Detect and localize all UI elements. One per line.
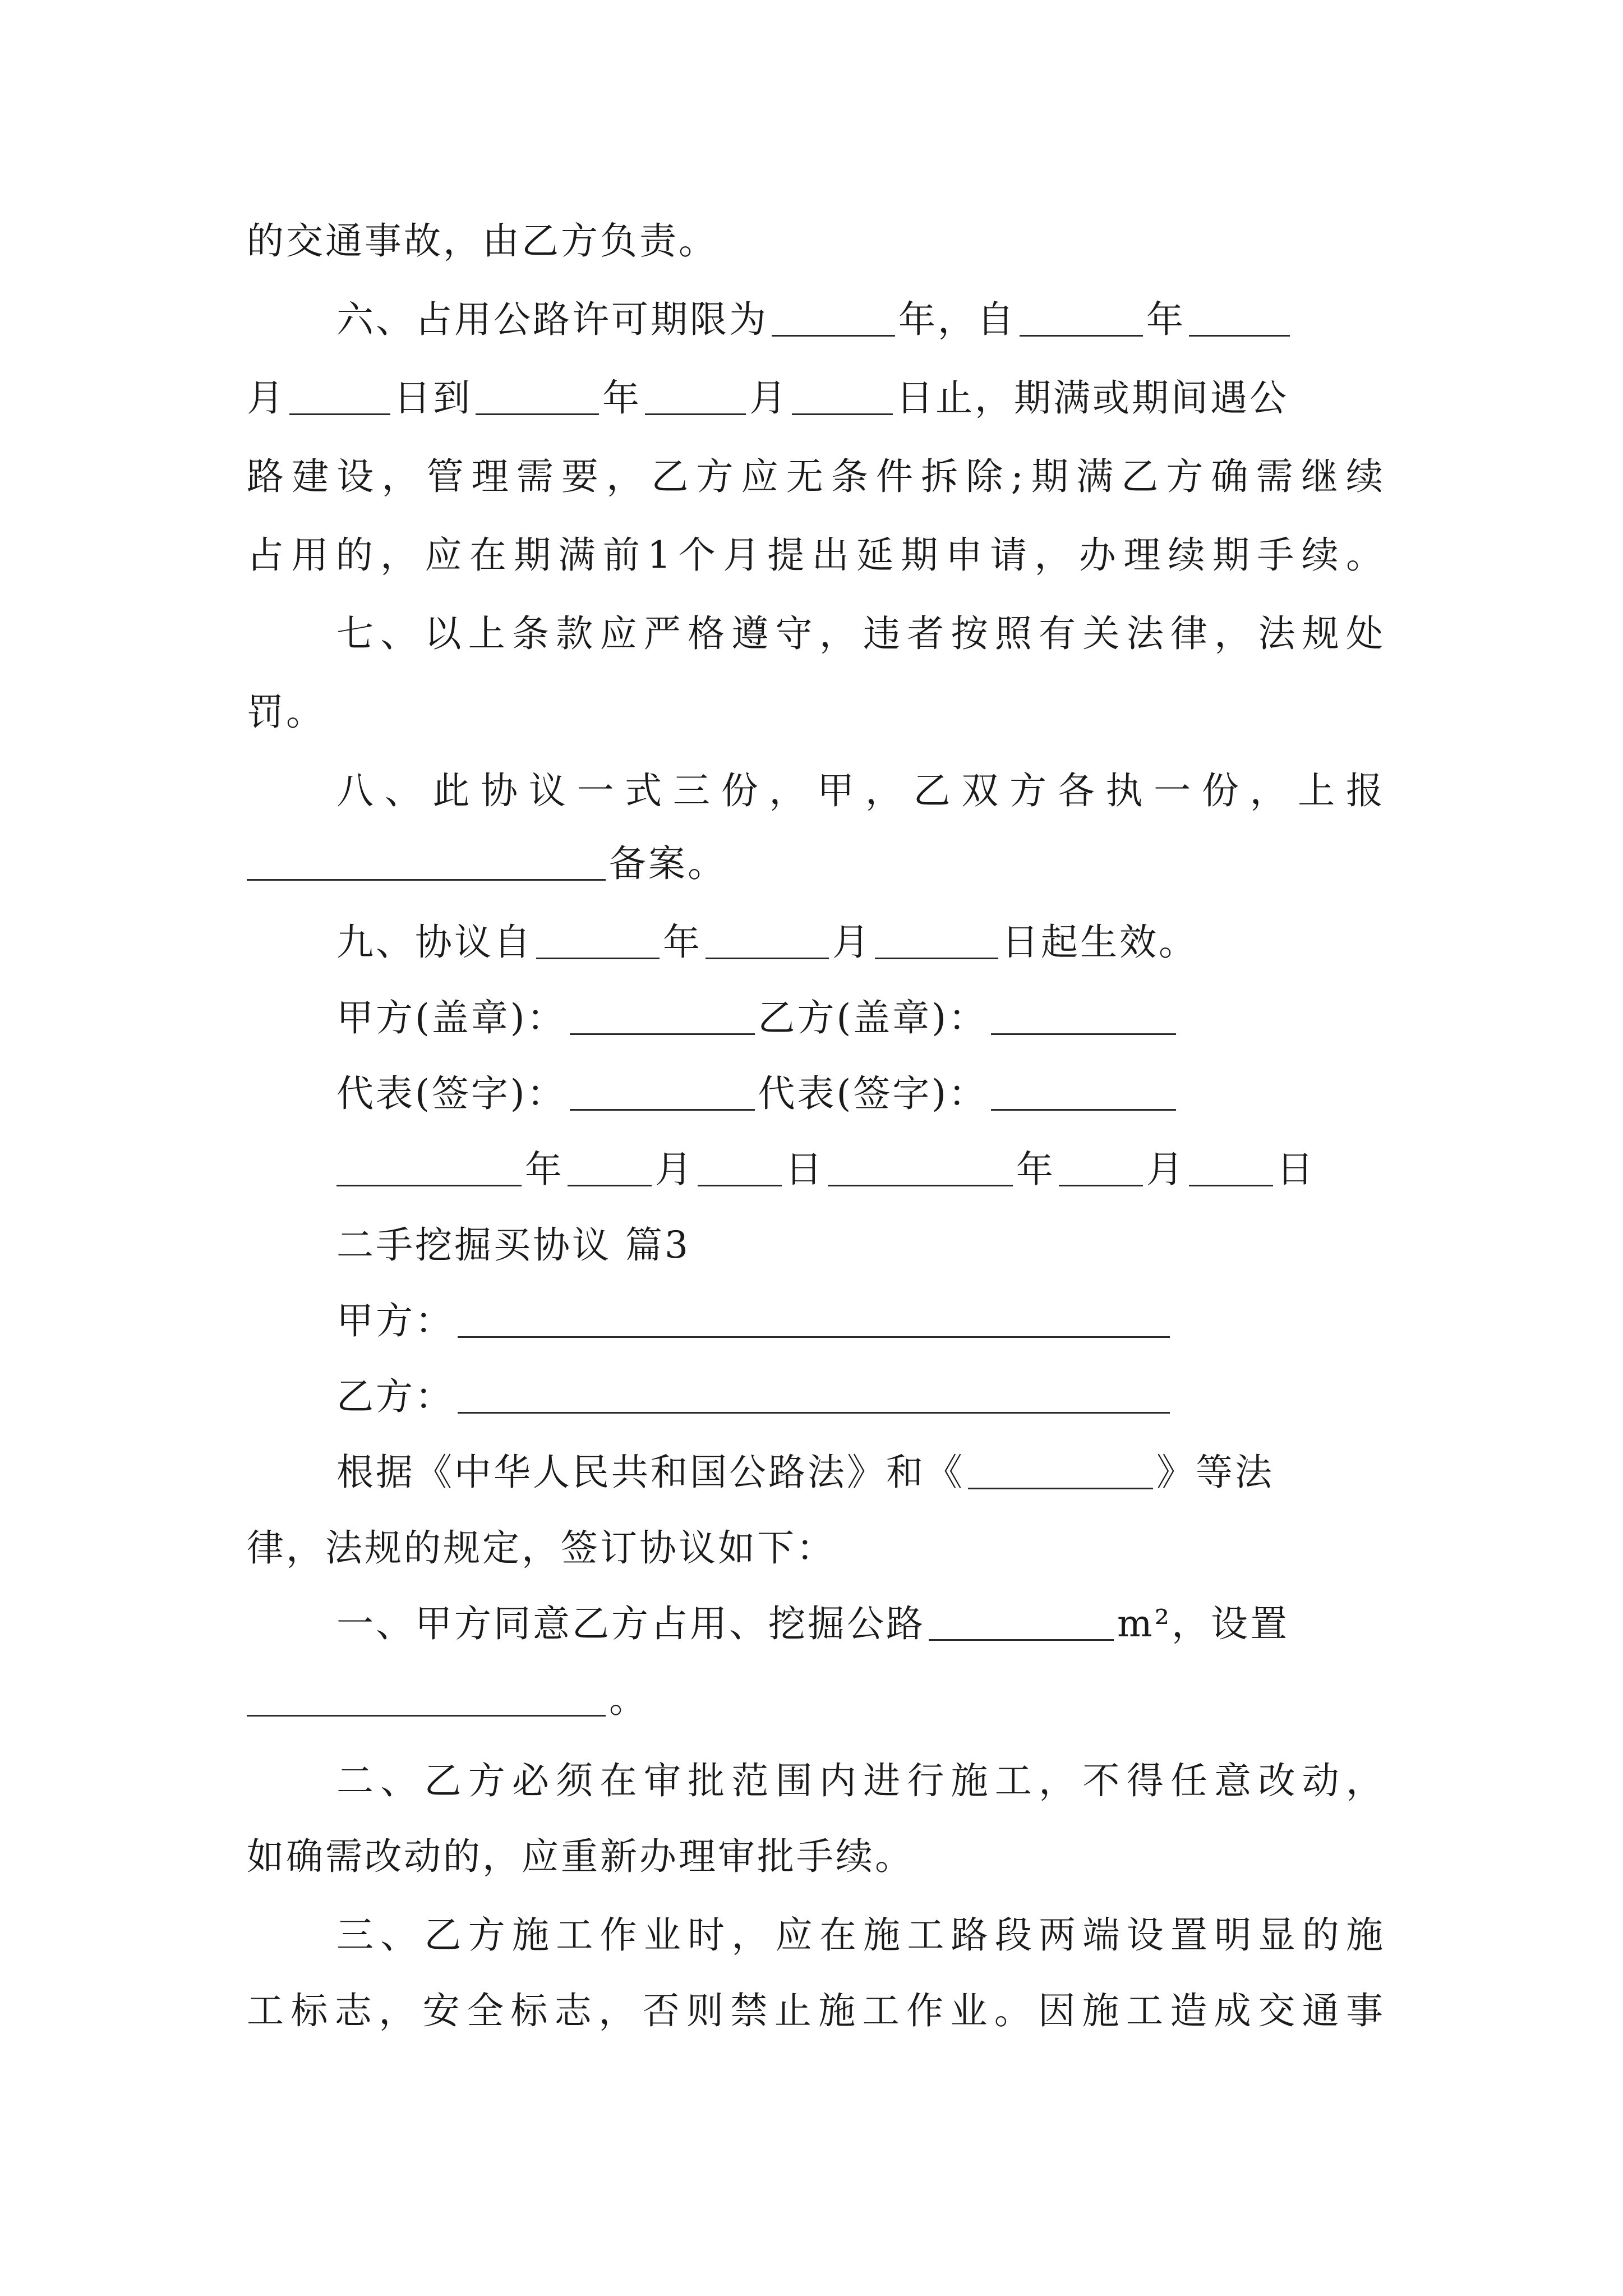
clause-2-line-1 bbox=[336, 1753, 1385, 1809]
clause-7-line-1 bbox=[336, 606, 1385, 662]
text: 占用的，应在期满前1个月提出延期申请，办理续期手续。 bbox=[247, 533, 1385, 577]
text: 甲方： bbox=[336, 1299, 454, 1342]
text: 年 bbox=[525, 1148, 564, 1191]
party-a-line bbox=[336, 1293, 1173, 1349]
clause-3-line-1 bbox=[336, 1907, 1385, 1963]
clause-8-line-2 bbox=[247, 836, 727, 892]
basis-line-1 bbox=[336, 1444, 1274, 1501]
blank-field[interactable] bbox=[875, 924, 998, 959]
text: 九、协议自 bbox=[336, 921, 533, 964]
text: m²，设置 bbox=[1117, 1602, 1290, 1645]
clause-9-line bbox=[336, 914, 1198, 970]
text: 根据《中华人民共和国公路法》和《 bbox=[336, 1451, 965, 1494]
clause-6-line-3 bbox=[247, 449, 1385, 505]
blank-field[interactable] bbox=[991, 1000, 1176, 1035]
blank-field[interactable] bbox=[828, 1151, 1013, 1186]
text: 乙方(盖章)： bbox=[758, 996, 988, 1039]
clause-2-line-2 bbox=[247, 1829, 914, 1885]
blank-field[interactable] bbox=[1059, 1151, 1143, 1186]
blank-field[interactable] bbox=[247, 845, 606, 881]
text: 年，自 bbox=[898, 298, 1016, 341]
blank-field[interactable] bbox=[1020, 301, 1143, 337]
text: 年 bbox=[1016, 1148, 1055, 1191]
text: 二手挖掘买协议 篇3 bbox=[336, 1223, 690, 1267]
text: 日起生效。 bbox=[1002, 921, 1198, 964]
blank-field[interactable] bbox=[772, 301, 895, 337]
blank-field[interactable] bbox=[536, 924, 660, 959]
blank-field[interactable] bbox=[568, 1151, 652, 1186]
text: 罚。 bbox=[247, 691, 325, 734]
blank-field[interactable] bbox=[476, 380, 599, 415]
text: 日到 bbox=[394, 376, 472, 420]
party-b-line bbox=[336, 1369, 1173, 1425]
text: 月 bbox=[749, 376, 789, 420]
blank-field[interactable] bbox=[1189, 301, 1290, 337]
signature-line bbox=[336, 1066, 1179, 1122]
clause-7-line-2 bbox=[247, 684, 325, 740]
blank-field[interactable] bbox=[698, 1151, 782, 1186]
blank-field[interactable] bbox=[458, 1378, 1170, 1414]
clause-1-line-1 bbox=[336, 1596, 1289, 1652]
text: 日止，期满或期间遇公 bbox=[896, 376, 1289, 420]
text: 年 bbox=[1146, 298, 1186, 341]
text: 月 bbox=[1146, 1148, 1186, 1191]
blank-field[interactable] bbox=[458, 1303, 1170, 1338]
text: 。 bbox=[609, 1678, 648, 1721]
text: 的交通事故，由乙方负责。 bbox=[247, 219, 718, 263]
blank-field[interactable] bbox=[570, 1000, 755, 1035]
text: 代表(签字)： bbox=[758, 1072, 988, 1115]
text: 日 bbox=[785, 1148, 824, 1191]
text: 工标志，安全标志，否则禁止施工作业。因施工造成交通事 bbox=[247, 1989, 1385, 2032]
blank-field[interactable] bbox=[570, 1075, 755, 1111]
text: 律，法规的规定，签订协议如下： bbox=[247, 1526, 836, 1570]
clause-6-line-2 bbox=[247, 370, 1289, 426]
blank-field[interactable] bbox=[289, 380, 390, 415]
text: 八、此协议一式三份，甲，乙双方各执一份，上报 bbox=[336, 769, 1385, 812]
seal-line bbox=[336, 990, 1179, 1046]
basis-line-2 bbox=[247, 1520, 836, 1576]
text: 备案。 bbox=[609, 842, 727, 885]
blank-field[interactable] bbox=[929, 1605, 1114, 1641]
text: 二、乙方必须在审批范围内进行施工，不得任意改动， bbox=[336, 1759, 1385, 1802]
text: 月 bbox=[832, 921, 872, 964]
text: 代表(签字)： bbox=[336, 1072, 566, 1115]
blank-field[interactable] bbox=[968, 1454, 1153, 1489]
date-line bbox=[336, 1142, 1316, 1198]
text-line-1 bbox=[247, 213, 718, 269]
text: 六、占用公路许可期限为 bbox=[336, 298, 768, 341]
text: 路建设，管理需要，乙方应无条件拆除;期满乙方确需继续 bbox=[247, 455, 1385, 498]
clause-6-line-1 bbox=[336, 292, 1293, 348]
blank-field[interactable] bbox=[645, 380, 746, 415]
blank-field[interactable] bbox=[706, 924, 829, 959]
text: 年 bbox=[663, 921, 702, 964]
blank-field[interactable] bbox=[336, 1151, 522, 1186]
clause-1-line-2 bbox=[247, 1672, 648, 1728]
blank-field[interactable] bbox=[991, 1075, 1176, 1111]
clause-3-line-2 bbox=[247, 1983, 1385, 2039]
text: 一、甲方同意乙方占用、挖掘公路 bbox=[336, 1602, 925, 1645]
text: 月 bbox=[247, 376, 286, 420]
text: 三、乙方施工作业时，应在施工路段两端设置明显的施 bbox=[336, 1913, 1385, 1957]
text: 年 bbox=[602, 376, 642, 420]
text: 月 bbox=[655, 1148, 694, 1191]
blank-field[interactable] bbox=[792, 380, 893, 415]
clause-6-line-4 bbox=[247, 527, 1385, 583]
blank-field[interactable] bbox=[247, 1681, 606, 1717]
section-heading bbox=[336, 1217, 690, 1273]
text: 乙方： bbox=[336, 1375, 454, 1418]
text: 日 bbox=[1276, 1148, 1316, 1191]
text: 甲方(盖章)： bbox=[336, 996, 566, 1039]
text: 如确需改动的，应重新办理审批手续。 bbox=[247, 1835, 914, 1878]
clause-8-line-1 bbox=[336, 763, 1385, 819]
text: 》等法 bbox=[1156, 1451, 1274, 1494]
blank-field[interactable] bbox=[1189, 1151, 1273, 1186]
text: 七、以上条款应严格遵守，违者按照有关法律，法规处 bbox=[336, 612, 1385, 655]
